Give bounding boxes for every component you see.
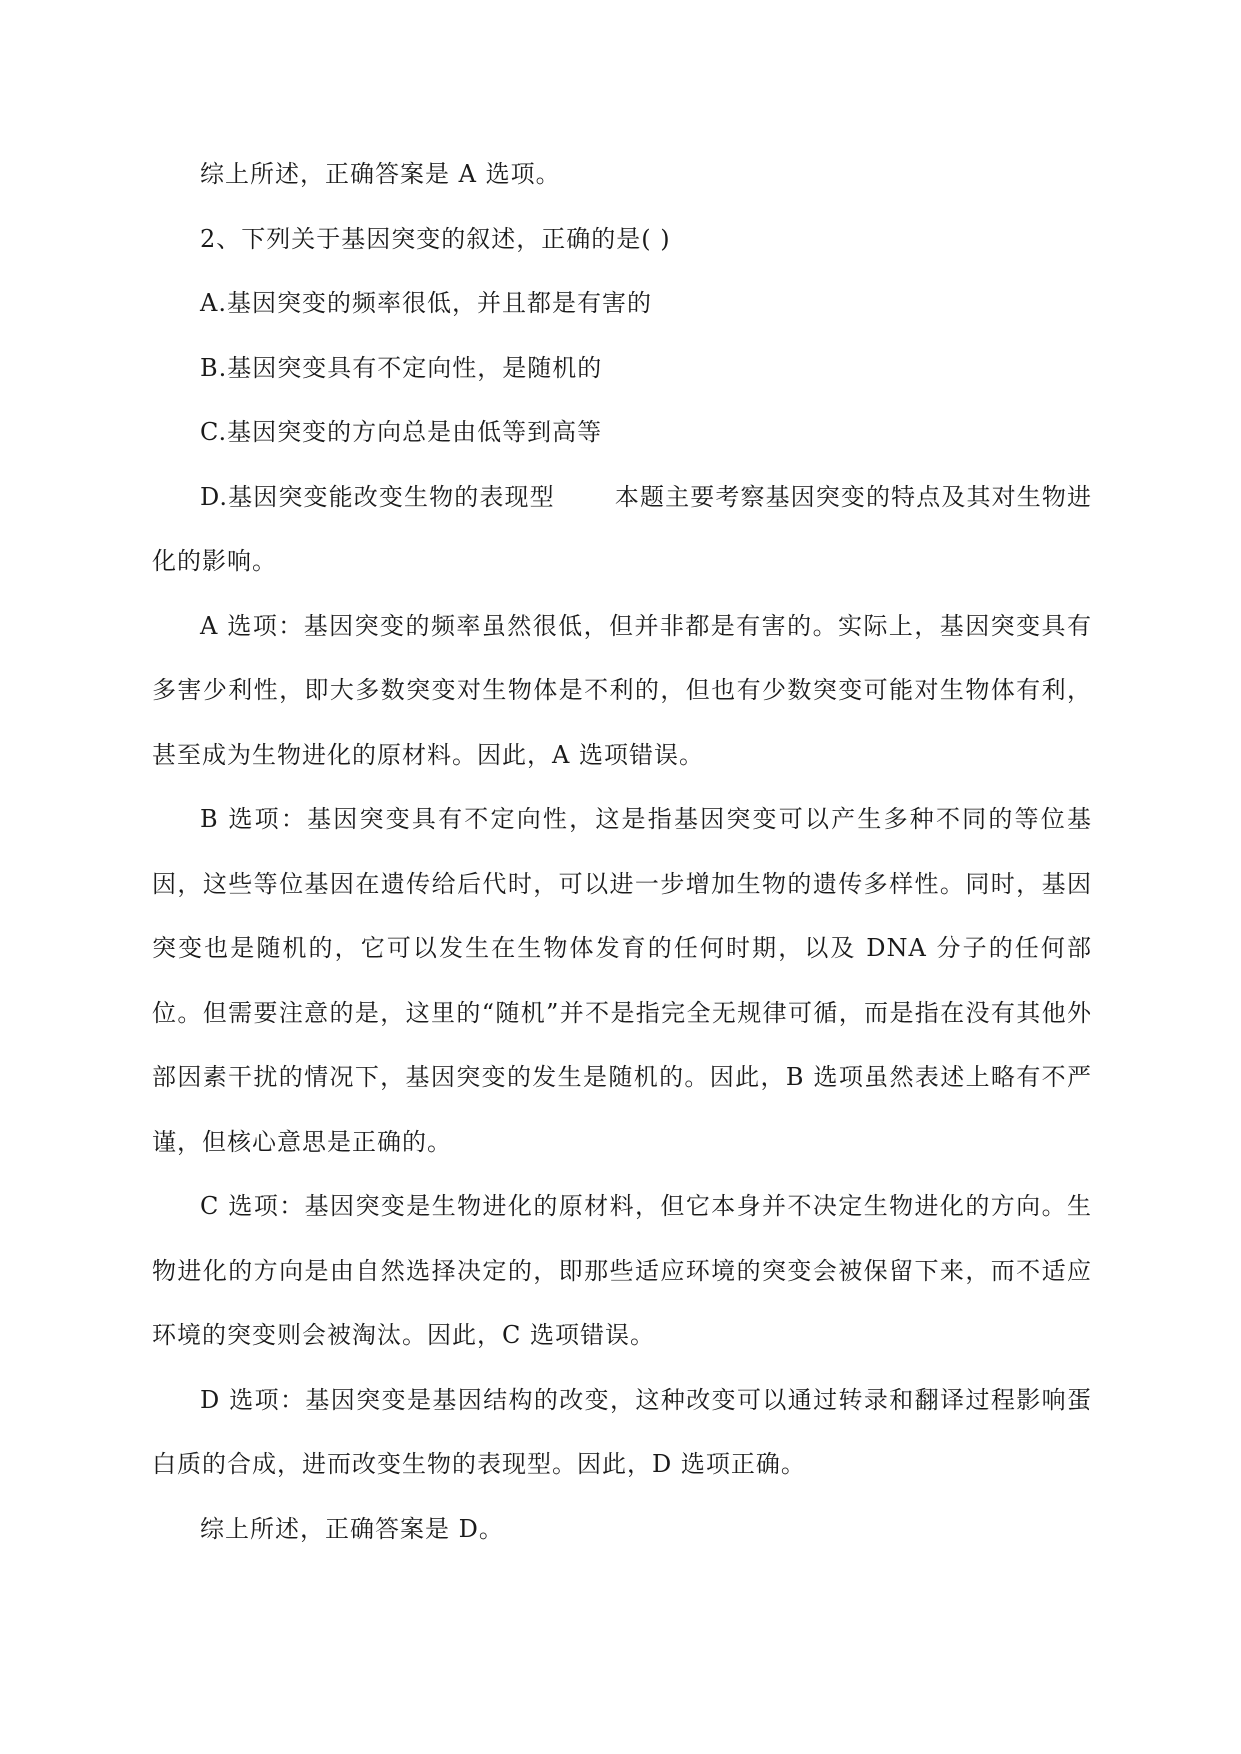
- analysis-intro: 本题主要考察基因突变的特点及其对生物进化的影响。: [152, 482, 1093, 575]
- question-stem: 2、下列关于基因突变的叙述，正确的是( ): [200, 224, 671, 253]
- option-a: A.基因突变的频率很低，并且都是有害的: [200, 289, 652, 317]
- option-b: B.基因突变具有不定向性，是随机的: [200, 353, 603, 382]
- final-conclusion: 综上所述，正确答案是 D。: [200, 1514, 504, 1543]
- option-d-and-intro: [152, 465, 1092, 594]
- option-c: C.基因突变的方向总是由低等到高等: [200, 418, 603, 446]
- previous-conclusion: 综上所述，正确答案是 A 选项。: [200, 160, 561, 188]
- analysis-d: D 选项：基因突变是基因结构的改变，这种改变可以通过转录和翻译过程影响蛋白质的合成，进而改变生物的表现型。因此，D 选项正确。: [152, 1385, 1092, 1478]
- analysis-c: C 选项：基因突变是生物进化的原材料，但它本身并不决定生物进化的方向。生物进化的方向是由自然选择决定的，即那些适应环境的突变会被保留下来，而不适应环境的突变则会被淘汰。因此，C 选项错误。: [152, 1192, 1092, 1349]
- analysis-a: A 选项：基因突变的频率虽然很低，但并非都是有害的。实际上，基因突变具有多害少利性，即大多数突变对生物体是不利的，但也有少数突变可能对生物体有利，甚至成为生物进化的原材料。因此，A 选项错误。: [152, 611, 1092, 769]
- document-body: [152, 142, 1092, 1561]
- option-d: D.基因突变能改变生物的表现型: [200, 482, 555, 511]
- analysis-b: B 选项：基因突变具有不定向性，这是指基因突变可以产生多种不同的等位基因，这些等位基因在遗传给后代时，可以进一步增加生物的遗传多样性。同时，基因突变也是随机的，它可以发生在生物体发育的任何时期，以及 DNA 分子的任何部位。但需要注意的是，这里的“随机”并不是指完全无规律可循，而是指在没有其他外部因素干扰的情况下，基因突变的发生是随机的。因此，B 选项虽然表述上略有不严谨，但核心意思是正确的。: [152, 805, 1092, 1156]
